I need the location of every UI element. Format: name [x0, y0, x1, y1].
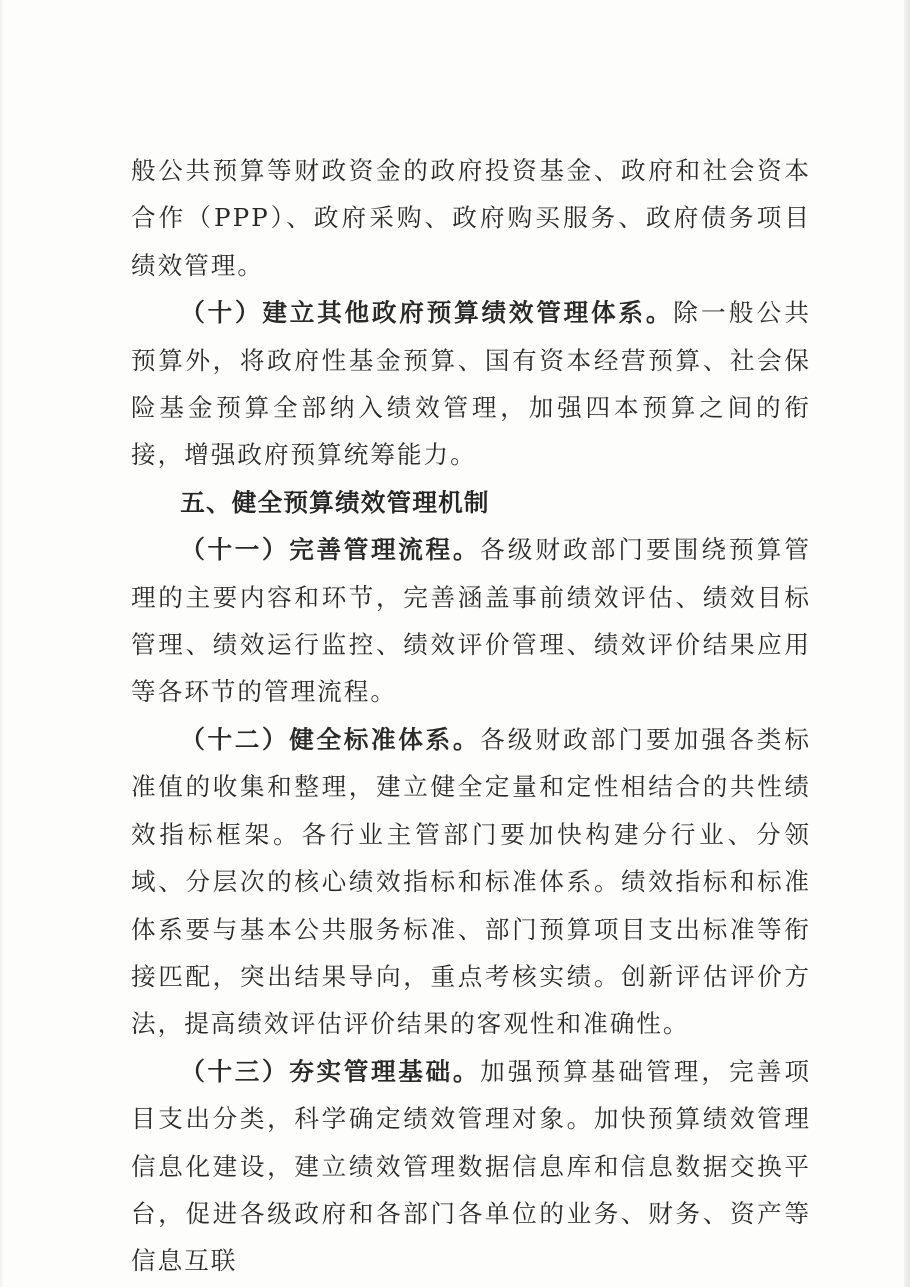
paragraph-item-11 [131, 526, 811, 716]
paragraph-lead: （十二）健全标准体系。 [180, 724, 481, 754]
paragraph-continuation [131, 147, 811, 289]
paragraph-text: 除一般公共预算外，将政府性基金预算、国有资本经营预算、社会保险基金预算全部纳入绩效管理，加强四本预算之间的衔接，增强政府预算统筹能力。 [131, 298, 811, 470]
paragraph-lead: （十一）完善管理流程。 [180, 535, 481, 565]
paragraph-lead: （十三）夯实管理基础。 [180, 1056, 481, 1086]
paragraph-text: 各级财政部门要加强各类标准值的收集和整理，建立健全定量和定性相结合的共性绩效指标框架。各行业主管部门要加快构建分行业、分领域、分层次的核心绩效指标和标准体系。绩效指标和标准体系要与基本公共服务标准、部门预算项目支出标准等衔接匹配，突出结果导向，重点考核实绩。创新评估评价方法，提高绩效评估评价结果的客观性和准确性。 [131, 724, 811, 1039]
paragraph-text: 各级财政部门要围绕预算管理的主要内容和环节，完善涵盖事前绩效评估、绩效目标管理、绩效运行监控、绩效评价管理、绩效评价结果应用等各环节的管理流程。 [131, 535, 811, 707]
paragraph-item-12 [131, 716, 811, 1048]
paragraph-text: 般公共预算等财政资金的政府投资基金、政府和社会资本合作（PPP）、政府采购、政府购买服务、政府债务项目绩效管理。 [131, 156, 811, 280]
page-left-edge [0, 0, 3, 1287]
paragraph-item-10 [131, 289, 811, 479]
paragraph-lead: （十）建立其他政府预算绩效管理体系。 [180, 298, 674, 328]
document-body [131, 147, 811, 1285]
paragraph-item-13 [131, 1048, 811, 1285]
paragraph-text: 加强预算基础管理，完善项目支出分类，科学确定绩效管理对象。加快预算绩效管理信息化建设，建立绩效管理数据信息库和信息数据交换平台，促进各级政府和各部门各单位的业务、财务、资产等信息互联 [131, 1056, 811, 1276]
page-right-edge [904, 0, 910, 1287]
section-heading-5: 五、健全预算绩效管理机制 [180, 487, 490, 517]
